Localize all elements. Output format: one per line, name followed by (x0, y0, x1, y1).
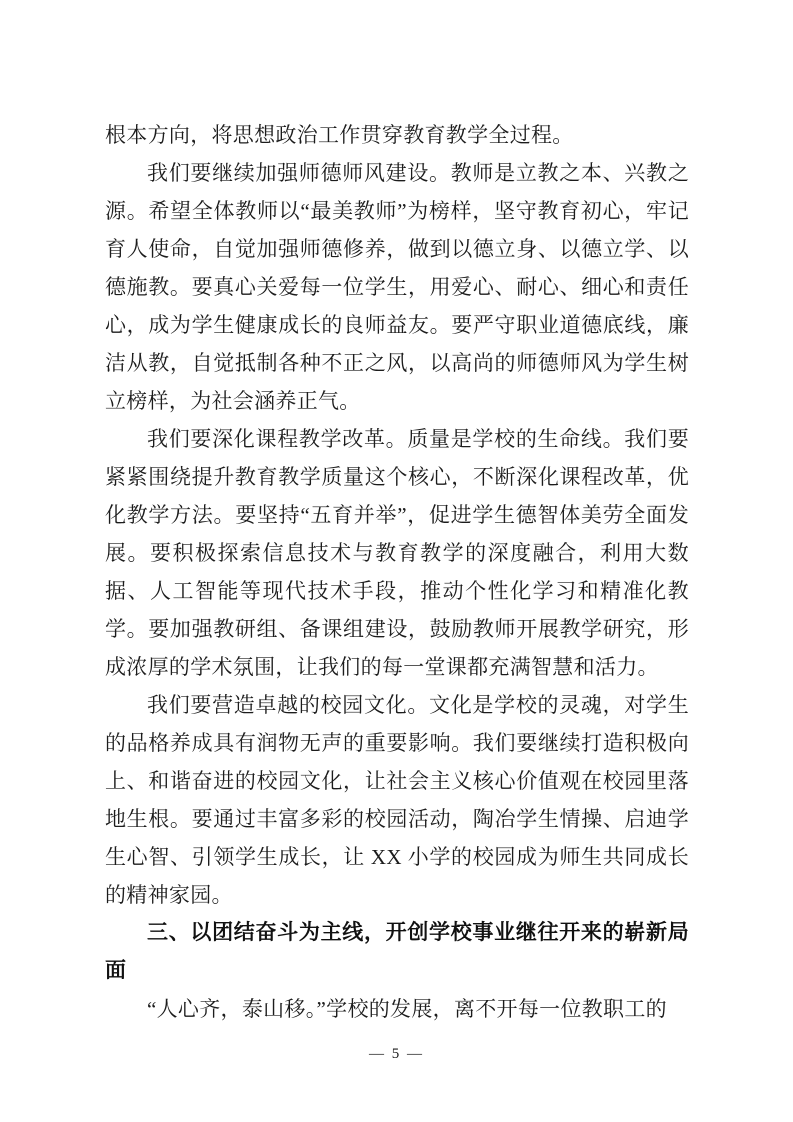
paragraph-campus-culture: 我们要营造卓越的校园文化。文化是学校的灵魂，对学生的品格养成具有润物无声的重要影响。我们要继续打造积极向上、和谐奋进的校园文化，让社会主义核心价值观在校园里落地生根。要通过丰富多彩的校园活动，陶冶学生情操、启迪学生心智、引领学生成长，让 XX 小学的校园成为师生共同成长的精神家园。 (105, 693, 689, 907)
paragraph-unity-intro: “人心齐，泰山移。”学校的发展，离不开每一位教职工的 (147, 997, 667, 1021)
section-heading-three: 三、以团结奋斗为主线，开创学校事业继往开来的崭新局面 (105, 921, 689, 982)
paragraph-curriculum-reform: 我们要深化课程教学改革。质量是学校的生命线。我们要紧紧围绕提升教育教学质量这个核心，不断深化课程改革，优化教学方法。要坚持“五育并举”，促进学生德智体美劳全面发展。要积极探索信息技术与教育教学的深度融合，利用大数据、人工智能等现代技术手段，推动个性化学习和精准化教学。要加强教研组、备课组建设，鼓励教师开展教学研究，形成浓厚的学术氛围，让我们的每一堂课都充满智慧和活力。 (105, 427, 689, 679)
paragraph-teacher-ethics: 我们要继续加强师德师风建设。教师是立教之本、兴教之源。希望全体教师以“最美教师”为榜样，坚守教育初心，牢记育人使命，自觉加强师德修养，做到以德立身、以德立学、以德施教。要真心关爱每一位学生，用爱心、耐心、细心和责任心，成为学生健康成长的良师益友。要严守职业道德底线，廉洁从教，自觉抵制各种不正之风，以高尚的师德师风为学生树立榜样，为社会涵养正气。 (105, 161, 689, 413)
page-footer (0, 1044, 793, 1064)
page-number: — 5 — (369, 1046, 424, 1062)
paragraph-continuation: 根本方向，将思想政治工作贯穿教育教学全过程。 (105, 123, 574, 147)
page-content (105, 116, 689, 1028)
